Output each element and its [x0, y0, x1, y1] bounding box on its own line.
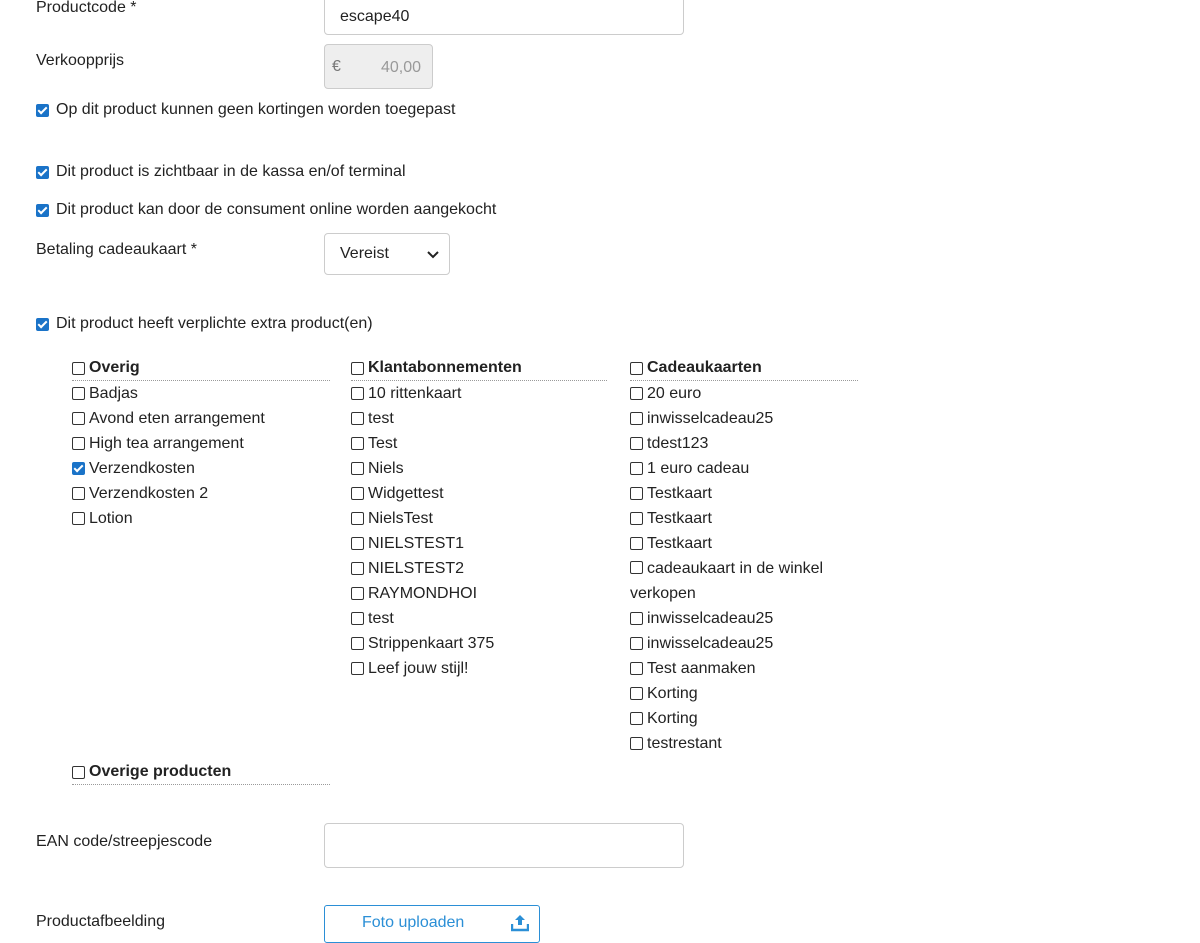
list-item[interactable] [630, 631, 858, 656]
productcode-label: Productcode * [36, 0, 137, 16]
checkbox-empty-icon[interactable] [630, 512, 643, 525]
list-item[interactable] [351, 406, 607, 431]
item-label: Testkaart [647, 485, 712, 502]
checkbox-empty-icon[interactable] [630, 662, 643, 675]
item-label: 20 euro [647, 385, 702, 402]
item-label: Testkaart [647, 535, 712, 552]
checkbox-empty-icon[interactable] [351, 437, 364, 450]
item-label: Korting [647, 710, 698, 727]
list-item[interactable] [72, 431, 330, 456]
checkbox-empty-icon[interactable] [630, 362, 643, 375]
item-label: Verzendkosten [89, 460, 195, 477]
checkbox-empty-icon[interactable] [72, 487, 85, 500]
checkbox-empty-icon[interactable] [630, 637, 643, 650]
checkbox-empty-icon[interactable] [351, 662, 364, 675]
item-label: inwisselcadeau25 [647, 635, 774, 652]
item-label: testrestant [647, 735, 722, 752]
checkbox-empty-icon[interactable] [72, 387, 85, 400]
checkbox-empty-icon[interactable] [72, 437, 85, 450]
checkbox-checked-icon[interactable] [36, 318, 49, 331]
checkbox-empty-icon[interactable] [351, 637, 364, 650]
item-label: Verzendkosten 2 [89, 485, 209, 502]
item-label: Testkaart [647, 510, 712, 527]
list-item[interactable] [72, 381, 330, 406]
checkbox-empty-icon[interactable] [351, 462, 364, 475]
item-label: test [368, 410, 394, 427]
checkbox-empty-icon[interactable] [72, 362, 85, 375]
ean-input[interactable] [324, 823, 684, 868]
item-label: Widgettest [368, 485, 444, 502]
group-header[interactable] [630, 358, 858, 381]
productcode-input[interactable] [324, 0, 684, 35]
checkbox-checked-icon[interactable] [36, 104, 49, 117]
list-item[interactable] [351, 656, 607, 681]
list-item[interactable] [351, 531, 607, 556]
group-klantabonnementen [351, 358, 607, 681]
checkbox-empty-icon[interactable] [351, 587, 364, 600]
list-item[interactable] [630, 381, 858, 406]
checkbox-empty-icon[interactable] [72, 766, 85, 779]
checkbox-empty-icon[interactable] [351, 612, 364, 625]
mandatory-extra-checkbox-row[interactable] [36, 314, 373, 334]
checkbox-empty-icon[interactable] [351, 362, 364, 375]
checkbox-empty-icon[interactable] [351, 512, 364, 525]
checkbox-empty-icon[interactable] [351, 487, 364, 500]
checkbox-empty-icon[interactable] [630, 737, 643, 750]
online-purchase-checkbox-row[interactable] [36, 200, 496, 220]
list-item[interactable] [72, 406, 330, 431]
checkbox-empty-icon[interactable] [630, 437, 643, 450]
checkbox-checked-icon[interactable] [36, 204, 49, 217]
checkbox-empty-icon[interactable] [351, 387, 364, 400]
item-label: RAYMONDHOI [368, 585, 478, 602]
mandatory-extra-label: Dit product heeft verplichte extra product(en) [56, 315, 373, 332]
item-label: inwisselcadeau25 [647, 410, 774, 427]
giftcard-payment-select[interactable] [324, 233, 450, 275]
no-discounts-label: Op dit product kunnen geen kortingen worden toegepast [56, 101, 456, 118]
item-label: High tea arrangement [89, 435, 244, 452]
list-item[interactable] [630, 406, 858, 431]
checkbox-empty-icon[interactable] [630, 612, 643, 625]
checkbox-empty-icon[interactable] [630, 462, 643, 475]
list-item[interactable] [630, 731, 858, 756]
group-overige-producten [72, 762, 330, 785]
item-label: NIELSTEST2 [368, 560, 465, 577]
item-label: Strippenkaart 375 [368, 635, 495, 652]
checkbox-empty-icon[interactable] [630, 537, 643, 550]
price-field [324, 44, 433, 89]
checkbox-empty-icon[interactable] [630, 687, 643, 700]
list-item[interactable] [630, 606, 858, 631]
item-label: Badjas [89, 385, 138, 402]
chevron-down-icon [427, 250, 439, 260]
online-purchase-label: Dit product kan door de consument online worden aangekocht [56, 201, 497, 218]
checkbox-empty-icon[interactable] [630, 712, 643, 725]
checkbox-empty-icon[interactable] [630, 412, 643, 425]
checkbox-empty-icon[interactable] [351, 537, 364, 550]
giftcard-payment-value: Vereist [340, 245, 389, 262]
checkbox-checked-icon[interactable] [72, 462, 85, 475]
list-item[interactable] [630, 706, 858, 731]
group-header[interactable] [351, 358, 607, 381]
list-item[interactable] [72, 481, 330, 506]
list-item[interactable] [351, 506, 607, 531]
item-label: Niels [368, 460, 404, 477]
item-label: cadeaukaart in de winkel verkopen [630, 560, 824, 602]
list-item[interactable] [630, 456, 858, 481]
list-item[interactable] [351, 631, 607, 656]
list-item[interactable] [351, 581, 607, 606]
list-item[interactable] [351, 556, 607, 581]
item-label: test [368, 610, 394, 627]
price-label: Verkoopprijs [36, 52, 125, 69]
list-item[interactable] [351, 456, 607, 481]
item-label: Test [368, 435, 398, 452]
list-item[interactable] [351, 606, 607, 631]
list-item[interactable] [630, 556, 858, 606]
no-discounts-checkbox-row[interactable] [36, 100, 455, 120]
item-label: Test aanmaken [647, 660, 756, 677]
list-item[interactable] [630, 656, 858, 681]
upload-button-label: Foto uploaden [362, 914, 465, 931]
group-header[interactable] [72, 762, 330, 785]
item-label: tdest123 [647, 435, 709, 452]
item-label: 1 euro cadeau [647, 460, 750, 477]
list-item[interactable] [630, 431, 858, 456]
item-label: NielsTest [368, 510, 433, 527]
group-title: Overig [89, 359, 140, 376]
item-label: Avond eten arrangement [89, 410, 265, 427]
checkbox-empty-icon[interactable] [630, 487, 643, 500]
checkbox-checked-icon[interactable] [36, 166, 49, 179]
giftcard-payment-label: Betaling cadeaukaart * [36, 241, 197, 258]
ean-label: EAN code/streepjescode [36, 833, 213, 850]
checkbox-empty-icon[interactable] [351, 412, 364, 425]
photo-upload-button[interactable] [324, 905, 540, 943]
item-label: Korting [647, 685, 698, 702]
currency-symbol: € [332, 58, 341, 75]
item-label: Leef jouw stijl! [368, 660, 469, 677]
checkbox-empty-icon[interactable] [72, 512, 85, 525]
list-item[interactable] [351, 431, 607, 456]
checkbox-empty-icon[interactable] [630, 387, 643, 400]
visible-pos-label: Dit product is zichtbaar in de kassa en/of terminal [56, 163, 406, 180]
visible-pos-checkbox-row[interactable] [36, 162, 406, 182]
group-header[interactable] [72, 358, 330, 381]
checkbox-empty-icon[interactable] [351, 562, 364, 575]
item-label: 10 rittenkaart [368, 385, 462, 402]
checkbox-empty-icon[interactable] [630, 561, 643, 574]
product-image-label: Productafbeelding [36, 913, 165, 930]
list-item[interactable] [72, 506, 330, 531]
list-item[interactable] [630, 481, 858, 506]
item-label: NIELSTEST1 [368, 535, 465, 552]
list-item[interactable] [351, 381, 607, 406]
item-label: Lotion [89, 510, 133, 527]
upload-icon [511, 914, 529, 932]
list-item[interactable] [630, 506, 858, 531]
group-overig [72, 358, 330, 531]
group-cadeaukaarten [630, 358, 858, 756]
list-item[interactable] [630, 681, 858, 706]
list-item[interactable] [630, 531, 858, 556]
item-label: inwisselcadeau25 [647, 610, 774, 627]
list-item[interactable] [72, 456, 330, 481]
list-item[interactable] [351, 481, 607, 506]
checkbox-empty-icon[interactable] [72, 412, 85, 425]
price-value: 40,00 [380, 59, 421, 76]
group-title: Klantabonnementen [368, 359, 522, 376]
group-title: Overige producten [89, 763, 232, 780]
group-title: Cadeaukaarten [647, 359, 762, 376]
